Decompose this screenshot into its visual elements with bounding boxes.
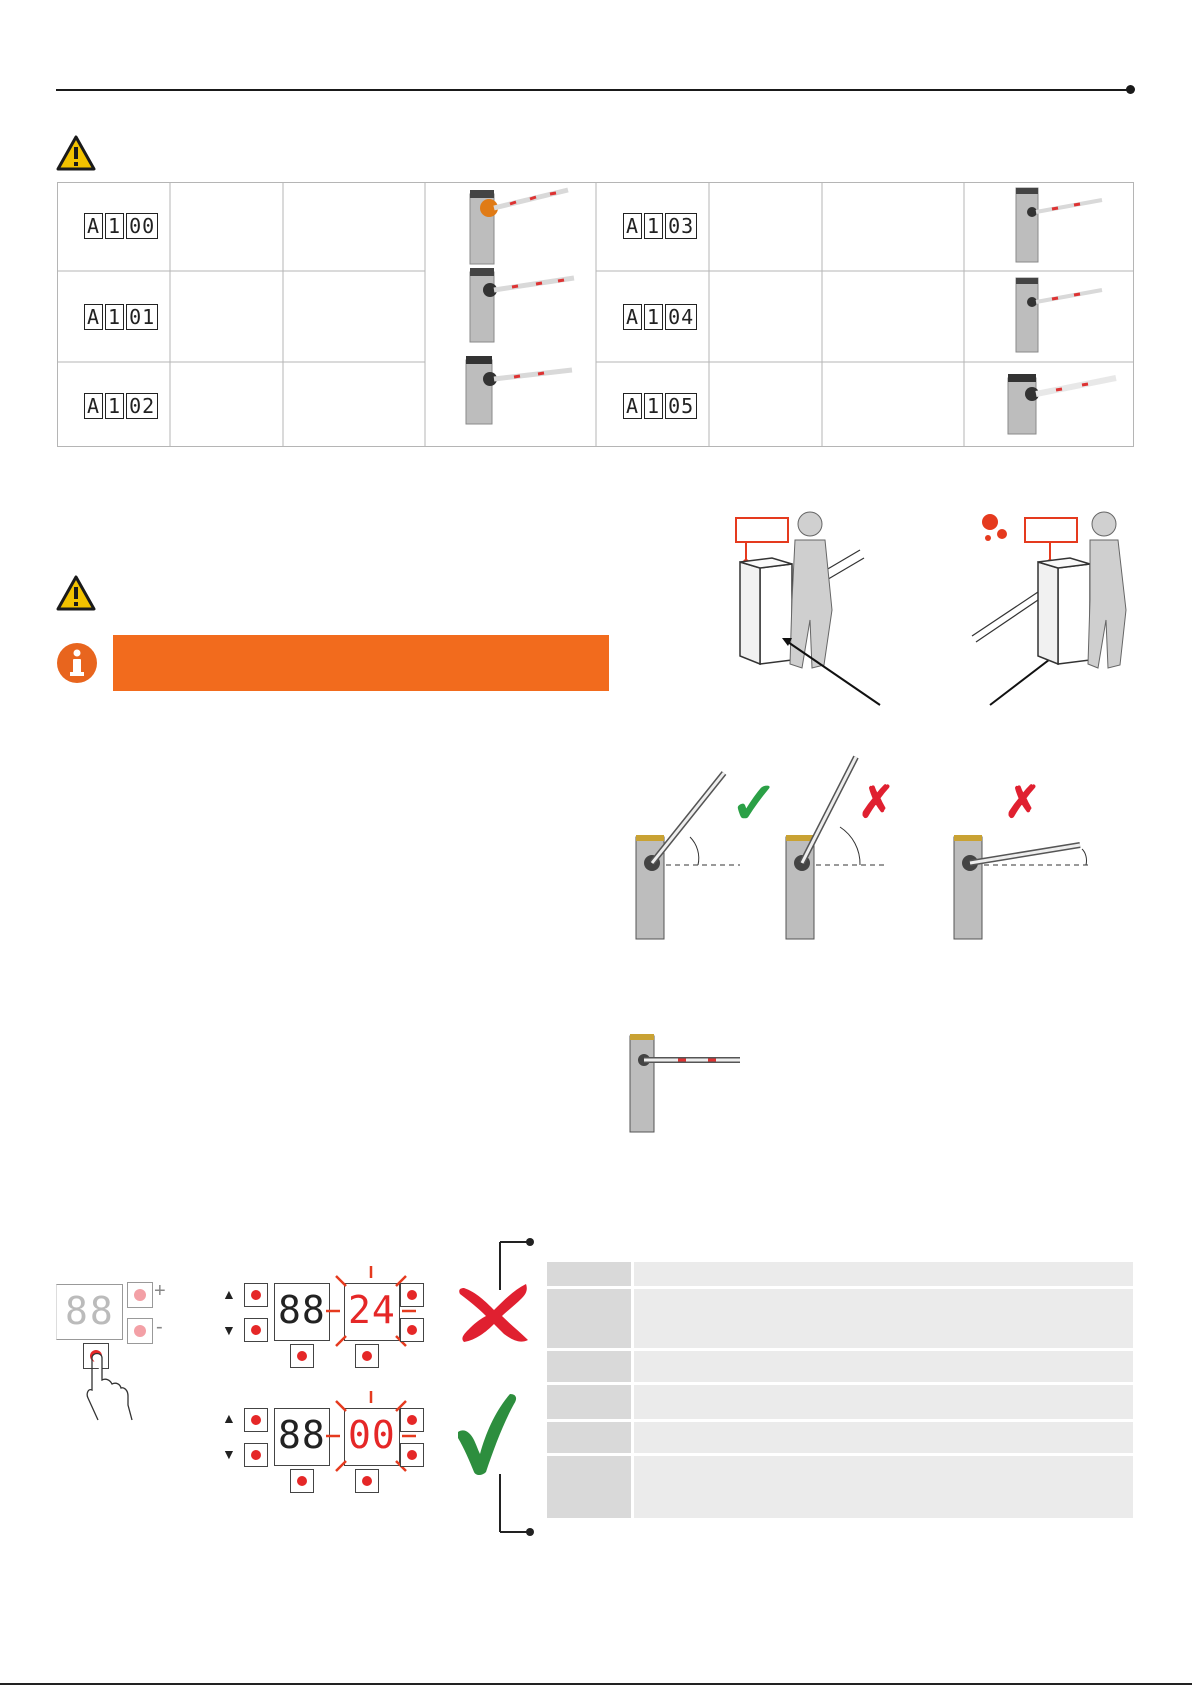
right-down-button[interactable] (400, 1318, 424, 1342)
barrier-image-a105 (990, 364, 1120, 444)
control-display-idle: 88 (56, 1284, 123, 1340)
model-code-a102: A 1 02 (84, 394, 158, 418)
operator-illustration (700, 500, 1140, 710)
model-code-a101: A 1 01 (84, 305, 158, 329)
display-left-pair: 88 (274, 1283, 330, 1341)
header-rule-dot (1126, 85, 1135, 94)
blink-rays-reject (326, 1266, 416, 1356)
barrier-image-a103 (990, 186, 1110, 266)
down-button[interactable] (244, 1443, 268, 1467)
down-button[interactable] (244, 1318, 268, 1342)
right-up-button[interactable] (400, 1283, 424, 1307)
finger-icon (84, 1350, 134, 1420)
display-left-pair: 88 (274, 1408, 330, 1466)
barrier-image-short (440, 352, 580, 432)
display-value-accept: 00 (344, 1408, 400, 1466)
barrier-image-a104 (990, 276, 1110, 356)
model-code-a100: A 1 00 (84, 214, 158, 238)
info-bar (113, 635, 609, 691)
bottom-left-button[interactable] (290, 1469, 314, 1493)
bottom-right-button[interactable] (355, 1469, 379, 1493)
up-button[interactable] (244, 1283, 268, 1307)
model-table (57, 182, 1134, 447)
minus-label: - (156, 1316, 163, 1338)
cross-mark-too-low: ✗ (1004, 778, 1041, 827)
info-circle-icon (56, 642, 98, 684)
barrier-image-with-lamp (440, 186, 580, 266)
cross-mark-too-steep: ✗ (858, 778, 895, 827)
bracket-line (496, 1236, 536, 1536)
model-code-a105: A 1 05 (623, 394, 697, 418)
display-value-reject: 24 (344, 1283, 400, 1341)
model-code-a104: A 1 04 (623, 305, 697, 329)
gear-icon (982, 514, 1007, 541)
warning-triangle-icon (56, 575, 96, 611)
arrow-down-icon: ▼ (222, 1446, 236, 1462)
plus-label: + (154, 1280, 166, 1302)
bottom-left-button[interactable] (290, 1344, 314, 1368)
minus-button[interactable] (127, 1318, 153, 1344)
right-down-button[interactable] (400, 1443, 424, 1467)
warning-triangle-icon (56, 135, 96, 171)
barrier-image-standard (440, 266, 580, 346)
right-up-button[interactable] (400, 1408, 424, 1432)
check-mark-ok: ✓ (730, 771, 779, 836)
beam-horizontal-diagram (628, 1034, 748, 1134)
arrow-up-icon: ▲ (222, 1286, 236, 1302)
model-code-a103: A 1 03 (623, 214, 697, 238)
blink-rays-accept (326, 1391, 416, 1481)
params-table (547, 1262, 1133, 1518)
header-rule (56, 89, 1130, 91)
bottom-right-button[interactable] (355, 1344, 379, 1368)
arrow-up-icon: ▲ (222, 1410, 236, 1426)
arrow-down-icon: ▼ (222, 1322, 236, 1338)
up-button[interactable] (244, 1408, 268, 1432)
plus-button[interactable] (127, 1282, 153, 1308)
